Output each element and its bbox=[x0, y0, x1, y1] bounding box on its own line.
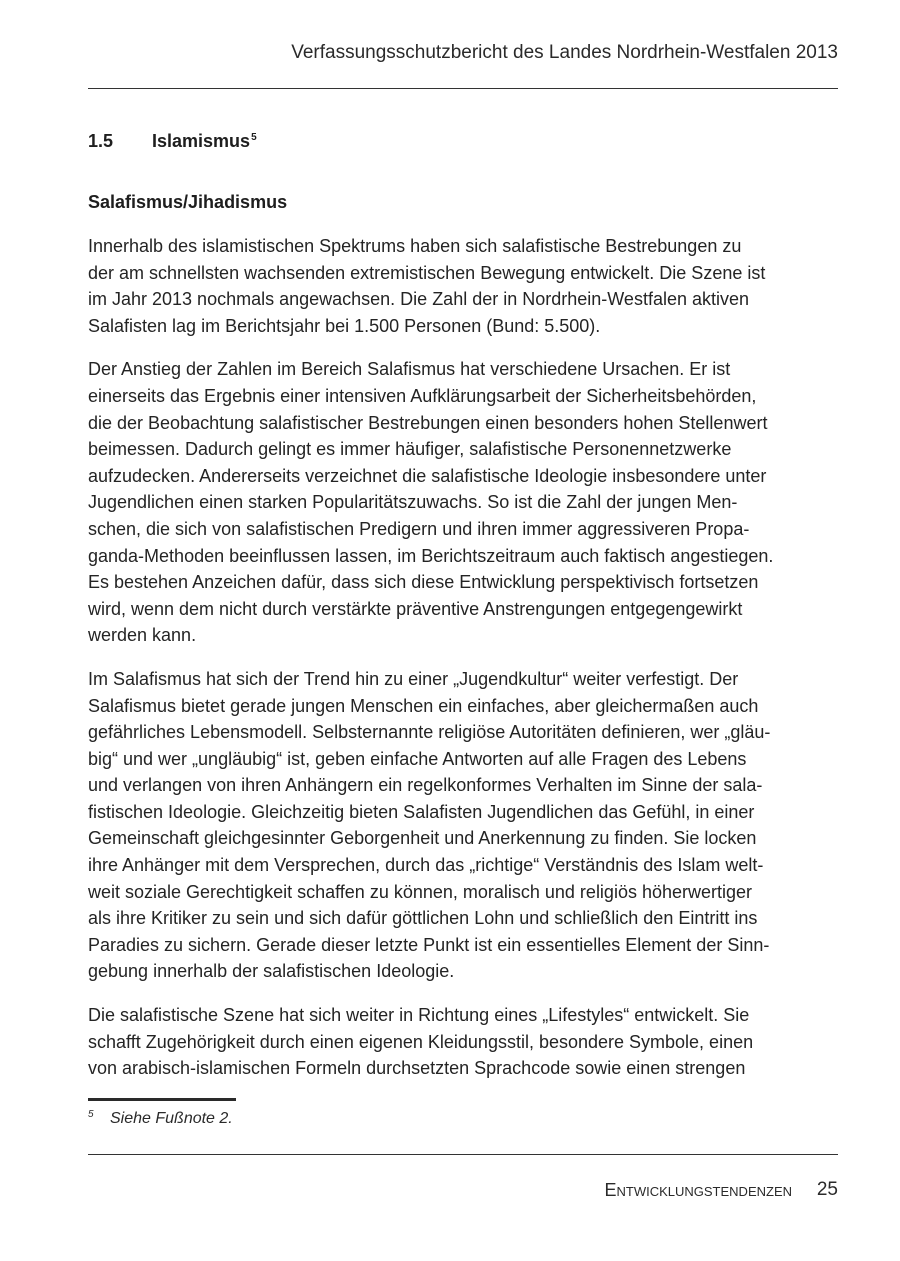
text-line: die der Beobachtung salafistischer Bestrebungen einen besonders hohen Stellenwert bbox=[88, 412, 768, 433]
text-line: beimessen. Dadurch gelingt es immer häufiger, salafistische Personennetzwerke bbox=[88, 439, 732, 460]
footer-rule bbox=[88, 1154, 838, 1155]
text-line: werden kann. bbox=[88, 625, 197, 646]
text-line: ganda-Methoden beeinflussen lassen, im Berichtszeitraum auch faktisch angestiegen. bbox=[88, 545, 774, 566]
footer-section-label: Entwicklungstendenzen bbox=[604, 1180, 792, 1200]
footnote-reference: 5 bbox=[251, 132, 257, 143]
text-line: gefährliches Lebensmodell. Selbsternannte religiöse Autoritäten definieren, wer „gläu- bbox=[88, 722, 771, 743]
section-heading bbox=[88, 131, 257, 152]
text-line: im Jahr 2013 nochmals angewachsen. Die Zahl der in Nordrhein-Westfalen aktiven bbox=[88, 289, 750, 310]
text-line: von arabisch-islamischen Formeln durchsetzten Sprachcode sowie einen strengen bbox=[88, 1058, 746, 1079]
text-line: gebung innerhalb der salafistischen Ideologie. bbox=[88, 961, 455, 982]
section-title: Islamismus bbox=[152, 131, 251, 151]
text-line: schafft Zugehörigkeit durch einen eigenen Kleidungsstil, besondere Symbole, einen bbox=[88, 1031, 754, 1052]
text-line: wird, wenn dem nicht durch verstärkte präventive Anstrengungen entgegengewirkt bbox=[88, 598, 743, 619]
text-line: und verlangen von ihren Anhängern ein regelkonformes Verhalten im Sinne der sala- bbox=[88, 775, 763, 796]
text-line: Es bestehen Anzeichen dafür, dass sich diese Entwicklung perspektivisch fortsetzen bbox=[88, 572, 759, 593]
paragraph bbox=[88, 233, 800, 339]
paragraph bbox=[88, 1002, 800, 1082]
body-text bbox=[88, 233, 800, 1099]
text-line: Jugendlichen einen starken Popularitätszuwachs. So ist die Zahl der jungen Men- bbox=[88, 492, 738, 513]
text-line: als ihre Kritiker zu sein und sich dafür göttlichen Lohn und schließlich den Eintritt ins bbox=[88, 908, 758, 929]
text-line: Innerhalb des islamistischen Spektrums haben sich salafistische Bestrebungen zu bbox=[88, 236, 742, 256]
header-rule bbox=[88, 88, 838, 89]
text-line: schen, die sich von salafistischen Predigern und ihren immer aggressiveren Propa- bbox=[88, 518, 750, 539]
text-line: Paradies zu sichern. Gerade dieser letzte Punkt ist ein essentielles Element der Sinn- bbox=[88, 934, 770, 955]
text-line: Im Salafismus hat sich der Trend hin zu einer „Jugendkultur“ weiter verfestigt. Der bbox=[88, 668, 739, 689]
footnote-mark: 5 bbox=[88, 1109, 94, 1120]
text-line: aufzudecken. Andererseits verzeichnet die salafistische Ideologie insbesondere unter bbox=[88, 465, 767, 486]
page-number: 25 bbox=[816, 1179, 838, 1200]
footnote-text: Siehe Fußnote 2. bbox=[110, 1110, 233, 1127]
footnote bbox=[88, 1109, 233, 1128]
text-line: Der Anstieg der Zahlen im Bereich Salafismus hat verschiedene Ursachen. Er ist bbox=[88, 359, 731, 380]
text-line: Salafisten lag im Berichtsjahr bei 1.500 Personen (Bund: 5.500). bbox=[88, 315, 601, 336]
text-line: fistischen Ideologie. Gleichzeitig bieten Salafisten Jugendlichen das Gefühl, in einer bbox=[88, 801, 755, 822]
text-line: Gemeinschaft gleichgesinnter Geborgenheit und Anerkennung zu finden. Sie locken bbox=[88, 828, 757, 849]
subheading: Salafismus/Jihadismus bbox=[88, 192, 288, 212]
section-number: 1.5 bbox=[88, 131, 114, 151]
text-line: einerseits das Ergebnis einer intensiven Aufklärungsarbeit der Sicherheitsbehörden, bbox=[88, 385, 757, 406]
text-line: weit soziale Gerechtigkeit schaffen zu können, moralisch und religiös höherwertiger bbox=[88, 881, 753, 902]
paragraph bbox=[88, 356, 800, 649]
footnote-rule bbox=[88, 1098, 236, 1101]
text-line: Die salafistische Szene hat sich weiter in Richtung eines „Lifestyles“ entwickelt. Sie bbox=[88, 1005, 750, 1026]
running-header: Verfassungsschutzbericht des Landes Nordrhein-Westfalen 2013 bbox=[291, 42, 838, 63]
paragraph bbox=[88, 666, 800, 985]
text-line: Salafismus bietet gerade jungen Menschen ein einfaches, aber gleichermaßen auch bbox=[88, 695, 759, 716]
text-line: big“ und wer „ungläubig“ ist, geben einfache Antworten auf alle Fragen des Lebens bbox=[88, 748, 747, 769]
text-line: der am schnellsten wachsenden extremistischen Bewegung entwickelt. Die Szene ist bbox=[88, 262, 766, 283]
text-line: ihre Anhänger mit dem Versprechen, durch das „richtige“ Verständnis des Islam welt- bbox=[88, 855, 764, 876]
